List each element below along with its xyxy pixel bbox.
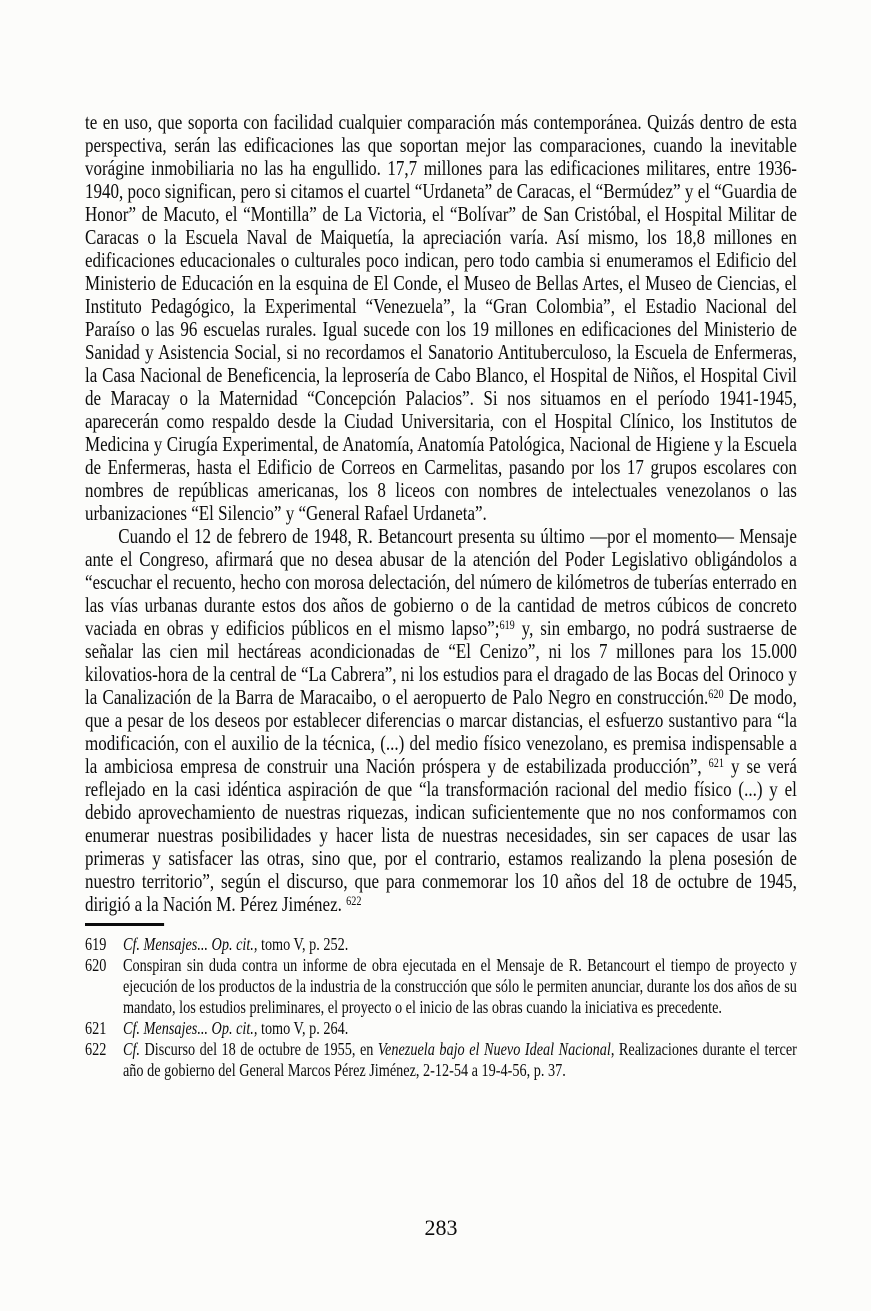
text-run: Conspiran sin duda contra un informe de obra ejecutada en el Mensaje de R. Betancourt el tiempo de proyecto y ejecución de los productos de la industria de la construcción que sólo le permiten anunciar, durante los dos años de su mandato, los estudios preliminares, el proyecto o el inicio de las obras cuando la iniciativa es precedente.: [122, 955, 797, 1017]
footnote-622: [85, 1039, 797, 1081]
text-run: tomo V, p. 252.: [257, 934, 349, 954]
text-run-italic: Cf. Mensajes... Op. cit.,: [122, 934, 258, 954]
footnote-619: [85, 934, 797, 955]
text-column: [85, 111, 797, 1081]
footnote-ref: 619: [499, 618, 515, 633]
footnote-ref: 622: [346, 894, 362, 909]
footnote-620: [85, 955, 797, 1018]
footnote-number: 622: [85, 1039, 107, 1059]
footnotes-section: [85, 934, 797, 1081]
footnote-number: 619: [85, 934, 107, 954]
text-run: tomo V, p. 264.: [257, 1018, 349, 1038]
footnote-text: [123, 1039, 797, 1081]
footnote-text: [123, 1018, 797, 1039]
footnote-number: 621: [85, 1018, 107, 1038]
footnote-separator: [85, 923, 164, 926]
text-run: , Realizaciones durante el tercer año de gobierno del General Marcos Pérez Jiménez, 2-12-54 a 19-4-56, p. 37.: [122, 1039, 797, 1080]
text-run: Cuando el 12 de febrero de 1948, R. Betancourt presenta su último —por el momento— Mensaje ante el Congreso, afirmará que no desea abusar de la atención del Poder Legislativo obligándolos a “escuchar el recuento, hecho con morosa delectación, del número de kilómetros de tuberías enterrado en las vías urbanas durante estos dos años de gobierno o de la cantidad de metros cúbicos de concreto vaciada en obras y edificios públicos en el mismo lapso”;: [85, 524, 797, 640]
page-number: 283: [424, 1215, 458, 1240]
text-run: Discurso del 18 de octubre de 1955, en: [139, 1039, 378, 1059]
footnote-ref: 621: [708, 756, 724, 771]
paragraph-1: [85, 111, 797, 525]
footnote-ref: 620: [708, 687, 724, 702]
text-run-italic: Cf.: [122, 1039, 140, 1059]
footnote-text: [123, 955, 797, 1018]
paragraph-2: [85, 525, 797, 916]
text-run: y, sin embargo, no podrá sustraerse de señalar las cien mil hectáreas acondicionadas de “El Cenizo”, ni los 7 millones para los 15.000 kilovatios-hora de la central de “La Cabrera”, ni los estudios para el dragado de las Bocas del Orinoco y la Canalización de la Barra de Maracaibo, o el aeropuerto de Palo Negro en construcción.: [85, 616, 797, 709]
text-run-italic: Venezuela bajo el Nuevo Ideal Nacional: [377, 1039, 611, 1059]
footnote-621: [85, 1018, 797, 1039]
text-run: y se verá reflejado en la casi idéntica aspiración de que “la transformación racional del medio físico (...) y el debido aprovechamiento de nuestras riquezas, indican suficientemente que no nos conformamos con enumerar nuestras posibilidades y hacer lista de nuestras necesidades, sin ser capaces de usar las primeras y satisfacer las otras, sino que, por el contrario, estamos realizando la plena posesión de nuestro territorio”, según el discurso, que para conmemorar los 10 años del 18 de octubre de 1945, dirigió a la Nación M. Pérez Jiménez.: [85, 754, 797, 916]
text-run: te en uso, que soporta con facilidad cualquier comparación más contemporánea. Quizás dentro de esta perspectiva, serán las edificaciones las que soportan mejor las comparaciones, cuando la inevitable vorágine inmobiliaria no las ha engullido. 17,7 millones para las edificaciones militares, entre 1936-1940, poco significan, pero si citamos el cuartel “Urdaneta” de Caracas, el “Bermúdez” y el “Guardia de Honor” de Macuto, el “Montilla” de La Victoria, el “Bolívar” de San Cristóbal, el Hospital Militar de Caracas o la Escuela Naval de Maiquetía, la apreciación varía. Así mismo, los 18,8 millones en edificaciones educacionales o culturales poco indican, pero todo cambia si enumeramos el Edificio del Ministerio de Educación en la esquina de El Conde, el Museo de Bellas Artes, el Museo de Ciencias, el Instituto Pedagógico, la Experimental “Venezuela”, la “Gran Colombia”, el Estadio Nacional del Paraíso o las 96 escuelas rurales. Igual sucede con los 19 millones en edificaciones del Ministerio de Sanidad y Asistencia Social, si no recordamos el Sanatorio Antituberculoso, la Escuela de Enfermeras, la Casa Nacional de Beneficencia, la leprosería de Cabo Blanco, el Hospital de Niños, el Hospital Civil de Maracay o la Maternidad “Concepción Palacios”. Si nos situamos en el período 1941-1945, aparecerán como respaldo desde la Ciudad Universitaria, con el Hospital Clínico, los Institutos de Medicina y Cirugía Experimental, de Anatomía, Anatomía Patológica, Nacional de Higiene y la Escuela de Enfermeras, hasta el Edificio de Correos en Carmelitas, pasando por los 17 grupos escolares con nombres de repúblicas americanas, los 8 liceos con nombres de intelectuales venezolanos o las urbanizaciones “El Silencio” y “General Rafael Urdaneta”.: [85, 110, 797, 525]
text-run: De modo, que a pesar de los deseos por establecer diferencias o marcar distancias, el esfuerzo sustantivo para “la modificación, con el auxilio de la técnica, (...) del medio físico venezolano, es premisa indispensable a la ambiciosa empresa de construir una Nación próspera y de estabilizada producción”,: [85, 685, 797, 778]
footnote-number: 620: [85, 955, 107, 975]
text-run-italic: Cf. Mensajes... Op. cit.,: [122, 1018, 258, 1038]
footnote-text: [123, 934, 797, 955]
